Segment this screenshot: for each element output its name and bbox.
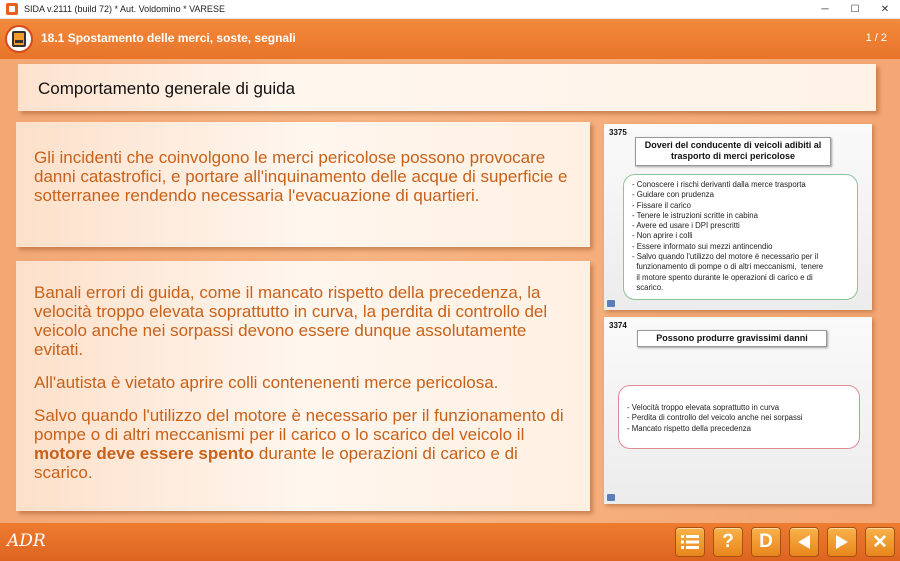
help-button[interactable]: ? bbox=[713, 527, 743, 557]
list-item: - Non aprire i colli bbox=[632, 231, 693, 241]
card-id: 3374 bbox=[609, 321, 627, 330]
list-item: - Guidare con prudenza bbox=[632, 190, 714, 200]
brand-label: ADR bbox=[7, 531, 46, 551]
card-list bbox=[618, 385, 860, 449]
card-heading: Possono produrre gravissimi danni bbox=[637, 330, 827, 347]
maximize-button[interactable]: ☐ bbox=[850, 4, 860, 15]
list-item: funzionamento di pompe o di altri meccanismi, tenere bbox=[632, 262, 824, 272]
list-item: il motore spento durante le operazioni di carico e di bbox=[632, 272, 813, 282]
no-opening-text: All'autista è vietato aprire colli contenenenti merce pericolosa. bbox=[34, 373, 499, 392]
exit-button[interactable]: ✕ bbox=[865, 527, 895, 557]
list-item: - Tenere le istruzioni scritte in cabina bbox=[632, 210, 758, 220]
list-item: - Velocità troppo elevata soprattutto in curva bbox=[627, 403, 780, 412]
app-logo bbox=[5, 25, 33, 53]
text-box-incidents bbox=[16, 122, 590, 247]
card-heading: Doveri del conducente di veicoli adibiti al trasporto di merci pericolose bbox=[635, 137, 831, 166]
driving-errors-text: Banali errori di guida, come il mancato rispetto della precedenza, la velocità troppo elevata soprattutto in curva, la perdita di controllo del veicolo anche nei sorpassi devono essere dunque assolutamente evitati. bbox=[34, 283, 548, 359]
list-item: - Salvo quando l'utilizzo del motore è necessario per il bbox=[632, 252, 819, 262]
card-list bbox=[623, 174, 858, 300]
lesson-title: Comportamento generale di guida bbox=[38, 79, 296, 98]
minimize-button[interactable]: ─ bbox=[821, 4, 829, 15]
page-indicator: 1 / 2 bbox=[865, 32, 887, 44]
previous-button[interactable] bbox=[789, 527, 819, 557]
engine-off-bold: motore deve essere spento bbox=[34, 444, 255, 463]
window-titlebar bbox=[0, 0, 900, 19]
arrow-right-icon bbox=[833, 533, 851, 551]
arrow-left-icon bbox=[795, 533, 813, 551]
text-box-driving bbox=[16, 261, 590, 511]
footer-toolbar bbox=[0, 523, 900, 561]
d-button[interactable]: D bbox=[751, 527, 781, 557]
next-button[interactable] bbox=[827, 527, 857, 557]
lesson-header bbox=[0, 19, 900, 59]
slide-card-3375[interactable] bbox=[604, 124, 872, 310]
incidents-text: Gli incidenti che coinvolgono le merci pericolose possono provocare danni catastrofici, e portare all'inquinamento delle acque di superficie e sotterranee rendendo necessaria l'evacuazione di quartieri. bbox=[34, 148, 568, 205]
menu-button[interactable] bbox=[675, 527, 705, 557]
list-item: - Mancato rispetto della precedenza bbox=[627, 423, 751, 433]
card-badge-icon bbox=[607, 494, 615, 501]
app-icon bbox=[6, 3, 18, 15]
list-item: - Essere informato sui mezzi antincendio bbox=[632, 241, 773, 251]
list-item: - Conoscere i rischi derivanti dalla merce trasporta bbox=[632, 180, 806, 189]
list-item: - Fissare il carico bbox=[632, 200, 691, 210]
engine-off-text: Salvo quando l'utilizzo del motore è necessario per il funzionamento di pompe o di altri meccanismi per il carico o lo scarico del veicolo il motore deve essere spento durante le operazioni di carico e di scarico. bbox=[34, 406, 564, 482]
card-badge-icon bbox=[607, 300, 615, 307]
lesson-title-box bbox=[18, 64, 876, 111]
close-window-button[interactable]: ✕ bbox=[880, 4, 890, 15]
window-controls bbox=[810, 0, 900, 19]
slide-card-3374[interactable] bbox=[604, 317, 872, 504]
window-title: SIDA v.2111 (build 72) * Aut. Voldomino * VARESE bbox=[24, 4, 225, 14]
lesson-content bbox=[0, 59, 900, 523]
list-item: - Perdita di controllo del veicolo anche nei sorpassi bbox=[627, 413, 803, 423]
card-id: 3375 bbox=[609, 128, 627, 137]
list-item: - Avere ed usare i DPI prescritti bbox=[632, 221, 740, 231]
list-icon bbox=[680, 533, 700, 551]
list-item: scarico. bbox=[632, 282, 664, 292]
section-title: 18.1 Spostamento delle merci, soste, segnali bbox=[41, 31, 296, 45]
